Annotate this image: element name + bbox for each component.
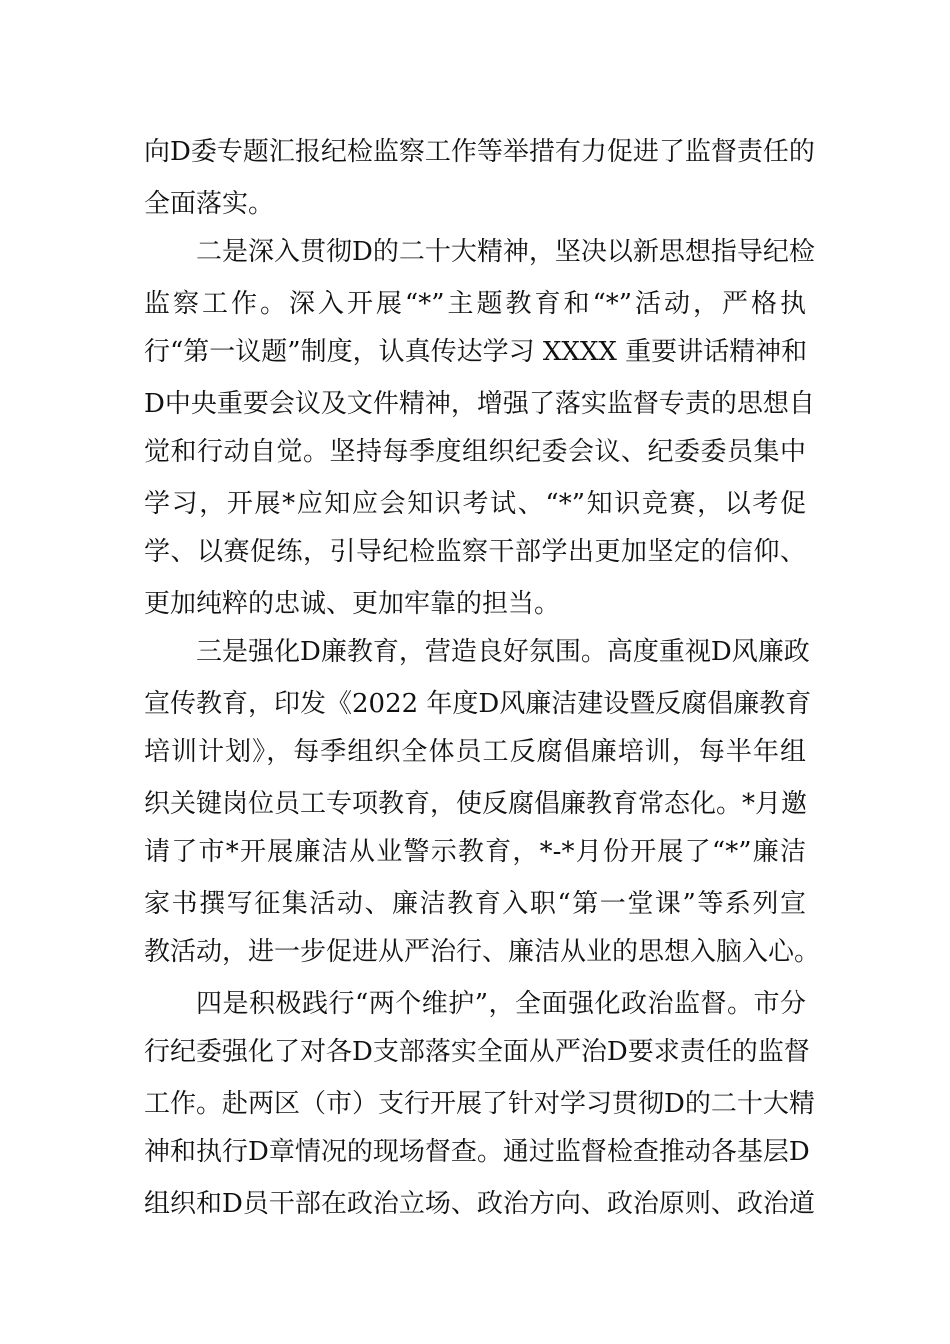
text-line: 全面落实。 bbox=[144, 189, 275, 219]
text-line: 更加纯粹的忠诚、更加牢靠的担当。 bbox=[144, 589, 561, 619]
text-line: 行纪委强化了对各D支部落实全面从严治D要求责任的监督 bbox=[144, 1037, 810, 1067]
text-line: 组织和D员干部在政治立场、政治方向、政治原则、政治道 bbox=[144, 1189, 815, 1219]
text-line: D中央重要会议及文件精神，增强了落实监督专责的思想自 bbox=[144, 389, 815, 419]
text-line: 家书撰写征集活动、廉洁教育入职“第一堂课”等系列宣 bbox=[144, 889, 806, 919]
paragraph-first-line: 四是积极践行“两个维护”，全面强化政治监督。市分 bbox=[196, 989, 806, 1019]
text-line: 神和执行D章情况的现场督查。通过监督检查推动各基层D bbox=[144, 1137, 810, 1167]
text-line: 行“第一议题”制度，认真传达学习 XXXX 重要讲话精神和 bbox=[144, 337, 808, 367]
text-line: 觉和行动自觉。坚持每季度组织纪委会议、纪委委员集中 bbox=[144, 437, 806, 467]
text-line: 培训计划》，每季组织全体员工反腐倡廉培训，每半年组 bbox=[144, 737, 806, 767]
text-line: 学习，开展*应知应会知识考试、“*”知识竞赛，以考促 bbox=[144, 489, 806, 519]
paragraph-first-line: 二是深入贯彻D的二十大精神，坚决以新思想指导纪检 bbox=[196, 237, 815, 267]
text-line: 向D委专题汇报纪检监察工作等举措有力促进了监督责任的 bbox=[144, 137, 815, 167]
text-line: 织关键岗位员工专项教育，使反腐倡廉教育常态化。*月邀 bbox=[144, 789, 808, 819]
text-line: 请了市*开展廉洁从业警示教育，*-*月份开展了“*”廉洁 bbox=[144, 837, 806, 867]
text-line: 教活动，进一步促进从严治行、廉洁从业的思想入脑入心。 bbox=[144, 937, 821, 967]
text-line: 学、以赛促练，引导纪检监察干部学出更加坚定的信仰、 bbox=[144, 537, 806, 567]
text-line: 监察工作。深入开展“*”主题教育和“*”活动，严格执 bbox=[144, 289, 806, 319]
paragraph-first-line: 三是强化D廉教育，营造良好氛围。高度重视D风廉政 bbox=[196, 637, 810, 667]
text-line: 宣传教育，印发《2022 年度D风廉洁建设暨反腐倡廉教育 bbox=[144, 689, 812, 719]
text-line: 工作。赴两区（市）支行开展了针对学习贯彻D的二十大精 bbox=[144, 1089, 815, 1119]
